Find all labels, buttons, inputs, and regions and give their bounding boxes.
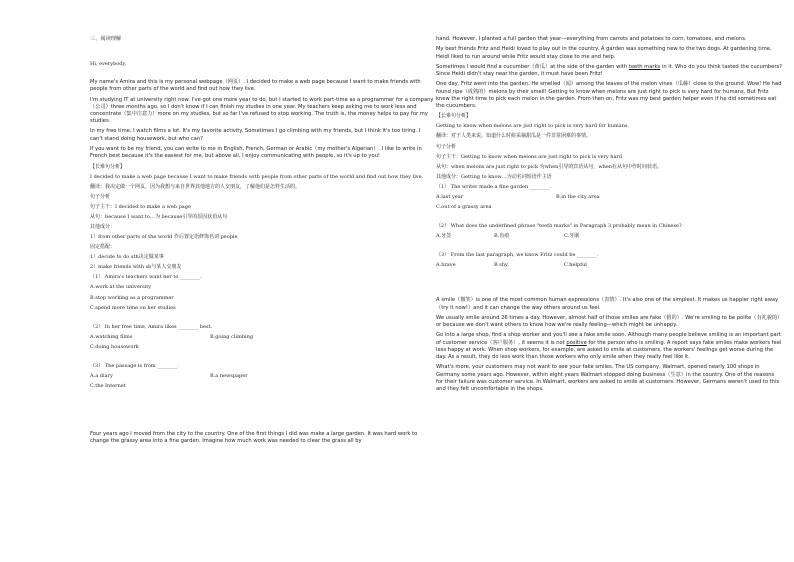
option-c[interactable]: C.doing housework (90, 343, 139, 350)
option-a[interactable]: A.work at the university (90, 284, 152, 291)
analysis-subheading: 句子分析 (90, 193, 111, 200)
analysis-sub-clause: 从句：because I want to…为 because引导的原因状语从句 (90, 213, 228, 220)
passage-paragraph: If you want to be my friend, you can write to me in English, French, German or Arabic（my mother's Algerian）. I like to write in French best because it's the easiest for me, but above all, I enjoy communicating with people, so it's up to you! (90, 146, 422, 160)
passage-paragraph: In my free time, I watch films a lot. It's my favorite activity. Sometimes I go climbing with my friends, but I think it's too tiring. I can't stand doing housework, but who can? (90, 128, 421, 142)
question-stem: （2） In her free time, Amira likes ________ best. (90, 323, 213, 330)
passage-paragraph: What's more, your customers may not want to see your fake smiles. The US company, Walmart, opened nearly 100 shops in Germany some years ago. However, within eight years Walmart stopped doing business（生意）in the country. One of the reasons for their failure was customer service. In Walmart, workers are asked to smile at customers. However, Germans weren't used to this and they felt uncomfortable in the shops. (436, 364, 780, 392)
passage-paragraph: I'm studying IT at university right now. I've got one more year to do, but I started to work part-time as a programmer for a company（公司）three months ago, so I don't know if I can finish my studies in one year. My teachers keep asking me to work less and concentrate（集中注意力）more on my studies, but so far I've refused to stop working. The truth is, the money helps to pay for my studies. (90, 96, 434, 125)
analysis-main-clause: 句子主干：I decided to make a web page (90, 203, 191, 210)
question-stem: （2） What does the underlined phrase "teeth marks" in Paragraph 3 probably mean in Chinese? (436, 223, 682, 230)
option-a[interactable]: A.last year (436, 193, 464, 200)
analysis-phrase-item: 1）decide to do sth决定做某事 (90, 254, 164, 261)
option-a[interactable]: A.a diary (90, 373, 113, 380)
option-c[interactable]: C.牙刷 (564, 233, 580, 240)
question-3 (436, 252, 782, 269)
right-column (436, 36, 782, 396)
left-column (90, 36, 434, 449)
option-b[interactable]: B.in the city area (556, 193, 600, 200)
passage-paragraph: Four years ago I moved from the city to the country. One of the first things I did was make a large garden. It was hard work to change the grassy area into a fine garden. Imagine how much work was needed to clear the grass all by (90, 431, 418, 445)
analysis-heading: 【长难句分析】 (90, 163, 126, 170)
option-a[interactable]: A.牙签 (436, 233, 452, 240)
analysis-phrase-item: 2）make friends with sb与某人交朋友 (90, 264, 182, 271)
passage-greeting: Hi, everybody, (90, 61, 127, 68)
option-c[interactable]: C.spend more time on her studies (90, 304, 176, 311)
passage-paragraph: Sometimes I would find a cucumber（黄瓜）at the side of the garden with teeth marks in it. Who do you think tasted the cucumbers? Since Heidi didn't stay near the garden, it must have been Fritz! (436, 63, 782, 78)
passage-paragraph: hand. However, I planted a full garden that year—everything from carrots and potatoes to corn, tomatoes, and melons. (436, 36, 747, 42)
analysis-translation: 翻译：我决定做一个网页，因为我想与来自世界其他地方的人交朋友，了解他们是怎样生活的。 (90, 183, 301, 190)
option-b[interactable]: B.a newspaper (210, 373, 248, 380)
option-b[interactable]: B.齿痕 (494, 233, 510, 240)
option-b[interactable]: B.going climbing (210, 333, 254, 340)
analysis-phrases: 固定搭配： (90, 244, 116, 251)
question-3 (90, 363, 434, 390)
analysis-translation: 翻译：对于人类来说，知道什么时候采摘甜瓜是一件非常困难的事情。 (436, 133, 592, 140)
analysis-sentence: Getting to know when melons are just right to pick is very hard for humans. (436, 123, 630, 130)
question-stem: （1） Amira's teachers want her to ________. (90, 274, 202, 281)
option-c[interactable]: C.the Internet (90, 383, 126, 390)
question-2 (90, 324, 434, 351)
passage-paragraph: Go into a large shop, find a shop worker and you'll see a fake smile soon. Although many people believe smiling is an important part of customer service（客户服务）, it seems it is not positive for the person who is smiling. A report says fake smiles make workers feel less happy at work. When shop workers, for example, are asked to smile at customers, the workers' feelings get worse during the day. As a result, they do less work than those workers who only smile when they really feel like it. (436, 332, 782, 360)
option-b[interactable]: B.shy (494, 262, 508, 269)
option-c[interactable]: C.out of a grassy area (436, 204, 492, 210)
passage-paragraph: My name's Amira and this is my personal webpage（网页）. I decided to make a web page because I want to make friends with people from other parts of the world and find out how they live. (90, 79, 421, 93)
passage-paragraph: My best friends Fritz and Heidi loved to play out in the country. A garden was something new to the two dogs. At gardening time, Heidi liked to run around while Fritz would stay close to me and help. (436, 46, 772, 60)
analysis-other: 其他成分： (90, 224, 116, 230)
option-b[interactable]: B.stop working as a programmer (90, 294, 174, 301)
analysis-sub-clause: 从句：when melons are just right to pick 为when引导的宾语从句，when在从句中作时间状语。 (436, 163, 663, 170)
question-stem: （1） The writer made a fine garden ________. (436, 183, 552, 190)
underlined-word: positive (566, 339, 587, 346)
option-a[interactable]: A.brave (436, 262, 456, 269)
passage-paragraph: One day, Fritz went into the garden. He smelled（闻）among the leaves of the melon vines（瓜藤）close to the ground. Wow! He had found ripe（成熟的）melons by their smell! Getting to know when melons are just right to pick is very hard for humans. But Fritz knew the right time to pick each melon in the garden. From then on, Fritz was my best garden helper even if he did sometimes eat the cucumbers. (436, 81, 782, 109)
option-a[interactable]: A.watching films (90, 333, 133, 340)
question-2 (436, 223, 782, 240)
analysis-other-item: 1）from other parts of the world 作后置定语修饰名词 people (90, 234, 238, 241)
underlined-phrase: teeth marks (628, 63, 661, 70)
analysis-heading: 【长难句分析】 (436, 113, 472, 120)
passage-paragraph: A smile（微笑）is one of the most common human expressions（表情）. It's also one of the simplest. It makes us happier right away（try it now!）and it can change the way others around us feel. (436, 297, 779, 311)
sentence-analysis (90, 164, 434, 272)
analysis-sentence: I decided to make a web page because I want to make friends with people from other parts of the world and find out how they live. (90, 173, 424, 180)
section-title: 三、阅读理解 (90, 36, 122, 42)
sentence-analysis (436, 113, 782, 180)
question-1 (436, 184, 782, 211)
question-stem: （3） The passage is from ________. (90, 362, 179, 369)
analysis-other: 其他成分：Getting to know…为动名词短语作主语 (436, 173, 552, 180)
question-1 (90, 274, 434, 311)
analysis-subheading: 句子分析 (436, 143, 457, 150)
question-stem: （3） From the last paragraph, we know Fritz could be ________. (436, 252, 599, 259)
analysis-main-clause: 句子主干：Getting to know when melons are just right to pick is very hard (436, 153, 623, 160)
passage-paragraph: We usually smile around 26 times a day. However, almost half of those smiles are fake（假的）. We're smiling to be polite（有礼貌的）or because we don't want others to know how we're really feeling—which might be unhappy. (436, 314, 780, 329)
option-c[interactable]: C.helpful (564, 262, 587, 269)
